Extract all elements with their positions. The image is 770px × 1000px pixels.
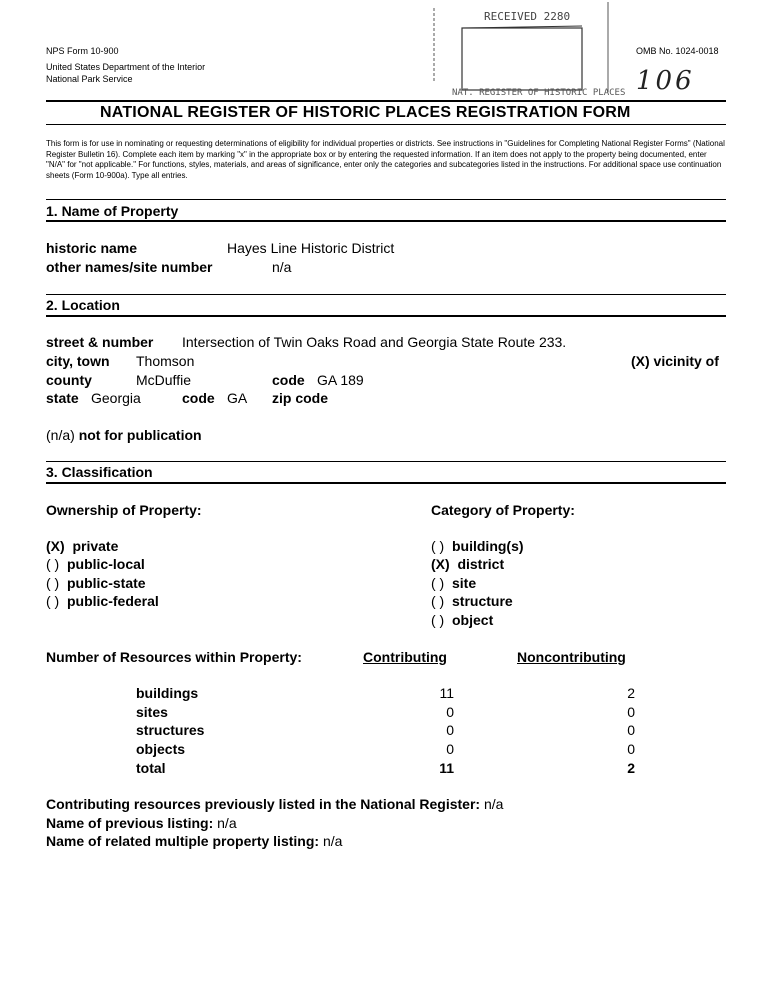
ownership-option <box>46 556 145 572</box>
resource-noncontributing: 0 <box>627 722 635 738</box>
multiple-listing-value: n/a <box>322 833 343 849</box>
historic-name-label: historic name <box>46 240 138 256</box>
resource-noncontributing: 2 <box>627 760 635 776</box>
category-label: building(s) <box>452 538 524 554</box>
resource-contributing: 0 <box>446 741 454 757</box>
category-label: district <box>457 556 505 572</box>
resource-contributing: 0 <box>446 704 454 720</box>
ownership-label: public-federal <box>67 593 159 609</box>
ownership-option <box>46 575 146 591</box>
other-names-value: n/a <box>272 259 292 275</box>
category-label: site <box>452 575 477 591</box>
stamp-bottom-text: NAT. REGISTER OF HISTORIC PLACES <box>452 88 626 98</box>
department: United States Department of the Interior <box>46 62 206 72</box>
previous-listing-label: Name of previous listing: <box>46 815 214 831</box>
handwritten-number: 106 <box>636 66 695 96</box>
form-number: NPS Form 10-900 <box>46 46 119 56</box>
agency: National Park Service <box>46 74 133 84</box>
state-label: state <box>46 390 79 406</box>
previously-listed-label: Contributing resources previously listed in the National Register: <box>46 796 481 812</box>
resources-heading: Number of Resources within Property: <box>46 649 302 665</box>
section1-rule-top <box>46 199 726 200</box>
ownership-label: public-state <box>67 575 146 591</box>
ownership-mark: (X) <box>46 538 65 554</box>
state-value: Georgia <box>91 390 141 406</box>
zip-code-label: zip code <box>272 390 329 406</box>
ownership-option <box>46 538 118 554</box>
category-mark: (X) <box>431 556 450 572</box>
resource-contributing: 11 <box>439 685 454 701</box>
noncontributing-heading: Noncontributing <box>517 649 626 665</box>
resource-noncontributing: 0 <box>627 704 635 720</box>
category-option <box>431 575 476 591</box>
section1-rule-bottom <box>46 220 726 222</box>
form-title: NATIONAL REGISTER OF HISTORIC PLACES REGISTRATION FORM <box>100 104 631 121</box>
county-label: county <box>46 372 92 388</box>
category-mark: ( ) <box>431 612 445 628</box>
not-for-publication-label: not for publication <box>78 427 202 443</box>
section2-heading: 2. Location <box>46 297 120 313</box>
city-label: city, town <box>46 353 110 369</box>
section3-rule-top <box>46 461 726 462</box>
state-code-label: code <box>182 390 215 406</box>
not-for-publication <box>46 427 202 443</box>
resource-label: total <box>136 760 166 776</box>
county-code-label: code <box>272 372 305 388</box>
category-label: structure <box>452 593 513 609</box>
historic-name-value: Hayes Line Historic District <box>227 240 395 256</box>
street-label: street & number <box>46 334 154 350</box>
county-code-value: GA 189 <box>317 372 364 388</box>
multiple-listing-label: Name of related multiple property listing: <box>46 833 320 849</box>
resource-contributing: 0 <box>446 722 454 738</box>
multiple-listing <box>46 833 342 849</box>
resource-label: objects <box>136 741 186 757</box>
stamp-received-text: RECEIVED 2280 <box>484 10 571 23</box>
ownership-mark: ( ) <box>46 593 60 609</box>
category-label: object <box>452 612 494 628</box>
title-rule-bottom <box>46 124 726 125</box>
street-value: Intersection of Twin Oaks Road and Georgia State Route 233. <box>182 334 567 350</box>
resource-label: sites <box>136 704 168 720</box>
resource-contributing: 11 <box>439 760 454 776</box>
category-option <box>431 612 493 628</box>
vicinity-of: (X) vicinity of <box>631 353 719 369</box>
other-names-label: other names/site number <box>46 259 213 275</box>
received-stamp <box>432 2 626 106</box>
ownership-option <box>46 593 159 609</box>
section2-rule-bottom <box>46 315 726 317</box>
category-option <box>431 556 504 572</box>
previously-listed <box>46 796 503 812</box>
ownership-mark: ( ) <box>46 556 60 572</box>
county-value: McDuffie <box>136 372 191 388</box>
ownership-label: private <box>72 538 119 554</box>
category-mark: ( ) <box>431 575 445 591</box>
state-code-value: GA <box>227 390 248 406</box>
title-rule-top <box>46 100 726 102</box>
category-option <box>431 538 524 554</box>
category-option <box>431 593 513 609</box>
resource-label: structures <box>136 722 205 738</box>
resource-label: buildings <box>136 685 199 701</box>
omb-number: OMB No. 1024-0018 <box>636 46 719 56</box>
previous-listing <box>46 815 237 831</box>
resource-noncontributing: 0 <box>627 741 635 757</box>
contributing-heading: Contributing <box>363 649 447 665</box>
resource-noncontributing: 2 <box>627 685 635 701</box>
section3-rule-bottom <box>46 482 726 484</box>
section1-heading: 1. Name of Property <box>46 203 179 219</box>
previous-listing-value: n/a <box>217 815 237 831</box>
ownership-mark: ( ) <box>46 575 60 591</box>
not-for-publication-mark: (n/a) <box>46 427 75 443</box>
category-mark: ( ) <box>431 593 445 609</box>
instructions: This form is for use in nominating or requesting determinations of eligibility for individual properties or districts. See instructions in "Guidelines for Completing National Register Forms" (National Register Bulletin 16). Complete each item by marking "x" in the appropriate box or by entering the requested information. If an item does not apply to the property being documented, enter "N/A" for "not applicable." For functions, styles, materials, and areas of significance, enter only the categories and subcategories listed in the instructions. For additional space use continuation sheets (Form 10-900a). Type all entries. <box>46 139 725 180</box>
city-value: Thomson <box>136 353 195 369</box>
ownership-label: public-local <box>67 556 145 572</box>
ownership-heading: Ownership of Property: <box>46 502 202 518</box>
previously-listed-value: n/a <box>483 796 504 812</box>
section3-heading: 3. Classification <box>46 464 153 480</box>
category-mark: ( ) <box>431 538 445 554</box>
category-heading: Category of Property: <box>431 502 575 518</box>
section2-rule-top <box>46 294 726 295</box>
